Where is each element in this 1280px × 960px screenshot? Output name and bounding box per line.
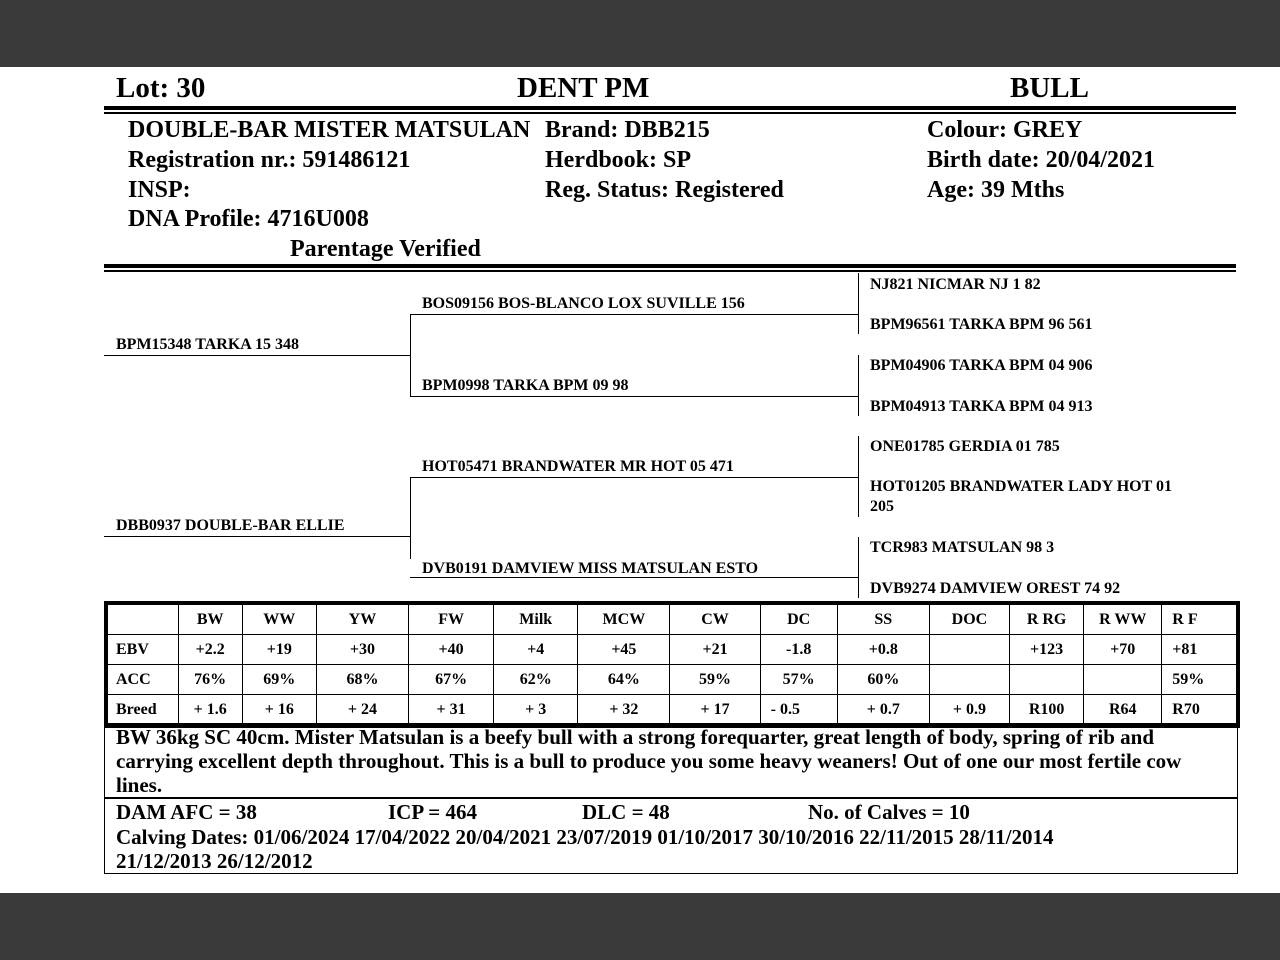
header-cell: CW — [670, 603, 760, 635]
header-rule-thin — [104, 112, 1236, 114]
table-cell: +19 — [242, 635, 316, 665]
dam-line — [104, 536, 410, 537]
table-cell: +0.8 — [837, 635, 929, 665]
header-cell: DC — [760, 603, 837, 635]
table-cell: +45 — [578, 635, 670, 665]
icp: ICP = 464 — [388, 800, 477, 824]
row-label: ACC — [106, 665, 178, 695]
header-cell: Milk — [494, 603, 578, 635]
colour: Colour: GREY — [927, 117, 1083, 143]
comments-box — [104, 723, 1238, 799]
great-grandparent-8: DVB9274 DAMVIEW OREST 74 92 — [870, 580, 1121, 597]
dam-dam-line — [410, 577, 858, 578]
animal-name: DENT PM — [517, 72, 650, 104]
great-grandparent-2: BPM96561 TARKA BPM 96 561 — [870, 316, 1093, 333]
dam-dam: DVB0191 DAMVIEW MISS MATSULAN ESTO — [422, 560, 759, 577]
table-cell: 59% — [1162, 665, 1238, 695]
table-cell: + 16 — [242, 695, 316, 727]
table-cell: -1.8 — [760, 635, 837, 665]
comment-line-2: carrying excellent depth throughout. This is a bull to produce you some heavy weaners! Out of one our most fertile cow — [116, 749, 1182, 773]
sire: BPM15348 TARKA 15 348 — [116, 336, 299, 353]
header-rule-thick — [104, 106, 1236, 110]
catalogue-page — [0, 67, 1280, 893]
header-cell: SS — [837, 603, 929, 635]
table-cell: 59% — [670, 665, 760, 695]
table-cell — [1010, 665, 1084, 695]
table-cell: + 0.7 — [837, 695, 929, 727]
sire-sire: BOS09156 BOS-BLANCO LOX SUVILLE 156 — [422, 295, 745, 312]
table-cell: + 32 — [578, 695, 670, 727]
table-cell — [1084, 665, 1162, 695]
table-cell: +30 — [316, 635, 408, 665]
header-cell: MCW — [578, 603, 670, 635]
ebv-header-row — [106, 603, 1238, 635]
header-cell: FW — [409, 603, 494, 635]
sire-sire-line — [410, 314, 858, 315]
info-rule-thick — [104, 264, 1236, 268]
table-cell: 57% — [760, 665, 837, 695]
number-of-calves: No. of Calves = 10 — [808, 800, 970, 824]
birth-date: Birth date: 20/04/2021 — [927, 147, 1155, 173]
table-cell: 60% — [837, 665, 929, 695]
dam: DBB0937 DOUBLE-BAR ELLIE — [116, 517, 345, 534]
brand: Brand: DBB215 — [545, 117, 710, 143]
header-cell: WW — [242, 603, 316, 635]
header-cell — [106, 603, 178, 635]
herdbook: Herdbook: SP — [545, 147, 692, 173]
great-grandparent-7: TCR983 MATSULAN 98 3 — [870, 539, 1055, 556]
info-rule-thin — [104, 270, 1236, 272]
table-cell: +70 — [1084, 635, 1162, 665]
fertility-box — [104, 797, 1238, 874]
table-cell: + 17 — [670, 695, 760, 727]
table-cell: 69% — [242, 665, 316, 695]
table-cell: +123 — [1010, 635, 1084, 665]
sire-line — [104, 355, 410, 356]
row-label: Breed — [106, 695, 178, 727]
gg-bracket-3 — [858, 436, 859, 517]
dlc: DLC = 48 — [582, 800, 670, 824]
parentage-status: Parentage Verified — [290, 236, 481, 262]
dam-sire-line — [410, 477, 858, 478]
table-cell: R70 — [1162, 695, 1238, 727]
table-cell — [929, 665, 1009, 695]
animal-sex: BULL — [1010, 72, 1089, 104]
header-cell: R F — [1162, 603, 1238, 635]
table-cell: R64 — [1084, 695, 1162, 727]
table-cell — [929, 635, 1009, 665]
great-grandparent-6: HOT01205 BRANDWATER LADY HOT 01 — [870, 478, 1172, 495]
table-cell: +4 — [494, 635, 578, 665]
table-cell: + 3 — [494, 695, 578, 727]
header-cell: R WW — [1084, 603, 1162, 635]
sire-dam: BPM0998 TARKA BPM 09 98 — [422, 377, 629, 394]
gg-bracket-4 — [858, 537, 859, 598]
dam-bracket — [410, 477, 411, 559]
table-row — [106, 665, 1238, 695]
table-cell: +81 — [1162, 635, 1238, 665]
table-cell: + 1.6 — [178, 695, 242, 727]
header-cell: DOC — [929, 603, 1009, 635]
full-name: DOUBLE-BAR MISTER MATSULAN — [128, 117, 531, 143]
lot-number: Lot: 30 — [116, 72, 206, 104]
table-row — [106, 695, 1238, 727]
gg-bracket-2 — [858, 355, 859, 416]
comment-line-1: BW 36kg SC 40cm. Mister Matsulan is a beefy bull with a strong forequarter, great length of body, spring of rib and — [116, 725, 1155, 749]
table-cell: 68% — [316, 665, 408, 695]
great-grandparent-1: NJ821 NICMAR NJ 1 82 — [870, 276, 1041, 293]
header-cell: YW — [316, 603, 408, 635]
table-cell: + 0.9 — [929, 695, 1009, 727]
table-cell: +2.2 — [178, 635, 242, 665]
table-cell: 76% — [178, 665, 242, 695]
great-grandparent-3: BPM04906 TARKA BPM 04 906 — [870, 357, 1093, 374]
dam-sire: HOT05471 BRANDWATER MR HOT 05 471 — [422, 458, 734, 475]
table-cell: +40 — [409, 635, 494, 665]
header-cell: R RG — [1010, 603, 1084, 635]
table-cell: 64% — [578, 665, 670, 695]
table-cell: - 0.5 — [760, 695, 837, 727]
dna-profile: DNA Profile: 4716U008 — [128, 206, 369, 232]
table-cell: 67% — [409, 665, 494, 695]
table-cell: + 31 — [409, 695, 494, 727]
table-cell: +21 — [670, 635, 760, 665]
table-cell: R100 — [1010, 695, 1084, 727]
comment-line-3: lines. — [116, 773, 163, 797]
table-row — [106, 635, 1238, 665]
great-grandparent-4: BPM04913 TARKA BPM 04 913 — [870, 398, 1093, 415]
registration-number: Registration nr.: 591486121 — [128, 147, 411, 173]
ebv-table — [104, 601, 1240, 728]
great-grandparent-5: ONE01785 GERDIA 01 785 — [870, 438, 1060, 455]
row-label: EBV — [106, 635, 178, 665]
registration-status: Reg. Status: Registered — [545, 177, 784, 203]
great-grandparent-6-cont: 205 — [870, 498, 894, 515]
header-cell: BW — [178, 603, 242, 635]
dam-afc: DAM AFC = 38 — [116, 800, 257, 824]
table-cell: 62% — [494, 665, 578, 695]
age: Age: 39 Mths — [927, 177, 1065, 203]
calving-dates-line-1: Calving Dates: 01/06/2024 17/04/2022 20/04/2021 23/07/2019 01/10/2017 30/10/2016 22/11/2015 28/11/2014 — [116, 825, 1054, 849]
table-cell: + 24 — [316, 695, 408, 727]
insp: INSP: — [128, 177, 191, 203]
sire-dam-line — [410, 396, 858, 397]
sire-bracket — [410, 314, 411, 396]
calving-dates-line-2: 21/12/2013 26/12/2012 — [116, 849, 313, 873]
gg-bracket-1 — [858, 273, 859, 334]
